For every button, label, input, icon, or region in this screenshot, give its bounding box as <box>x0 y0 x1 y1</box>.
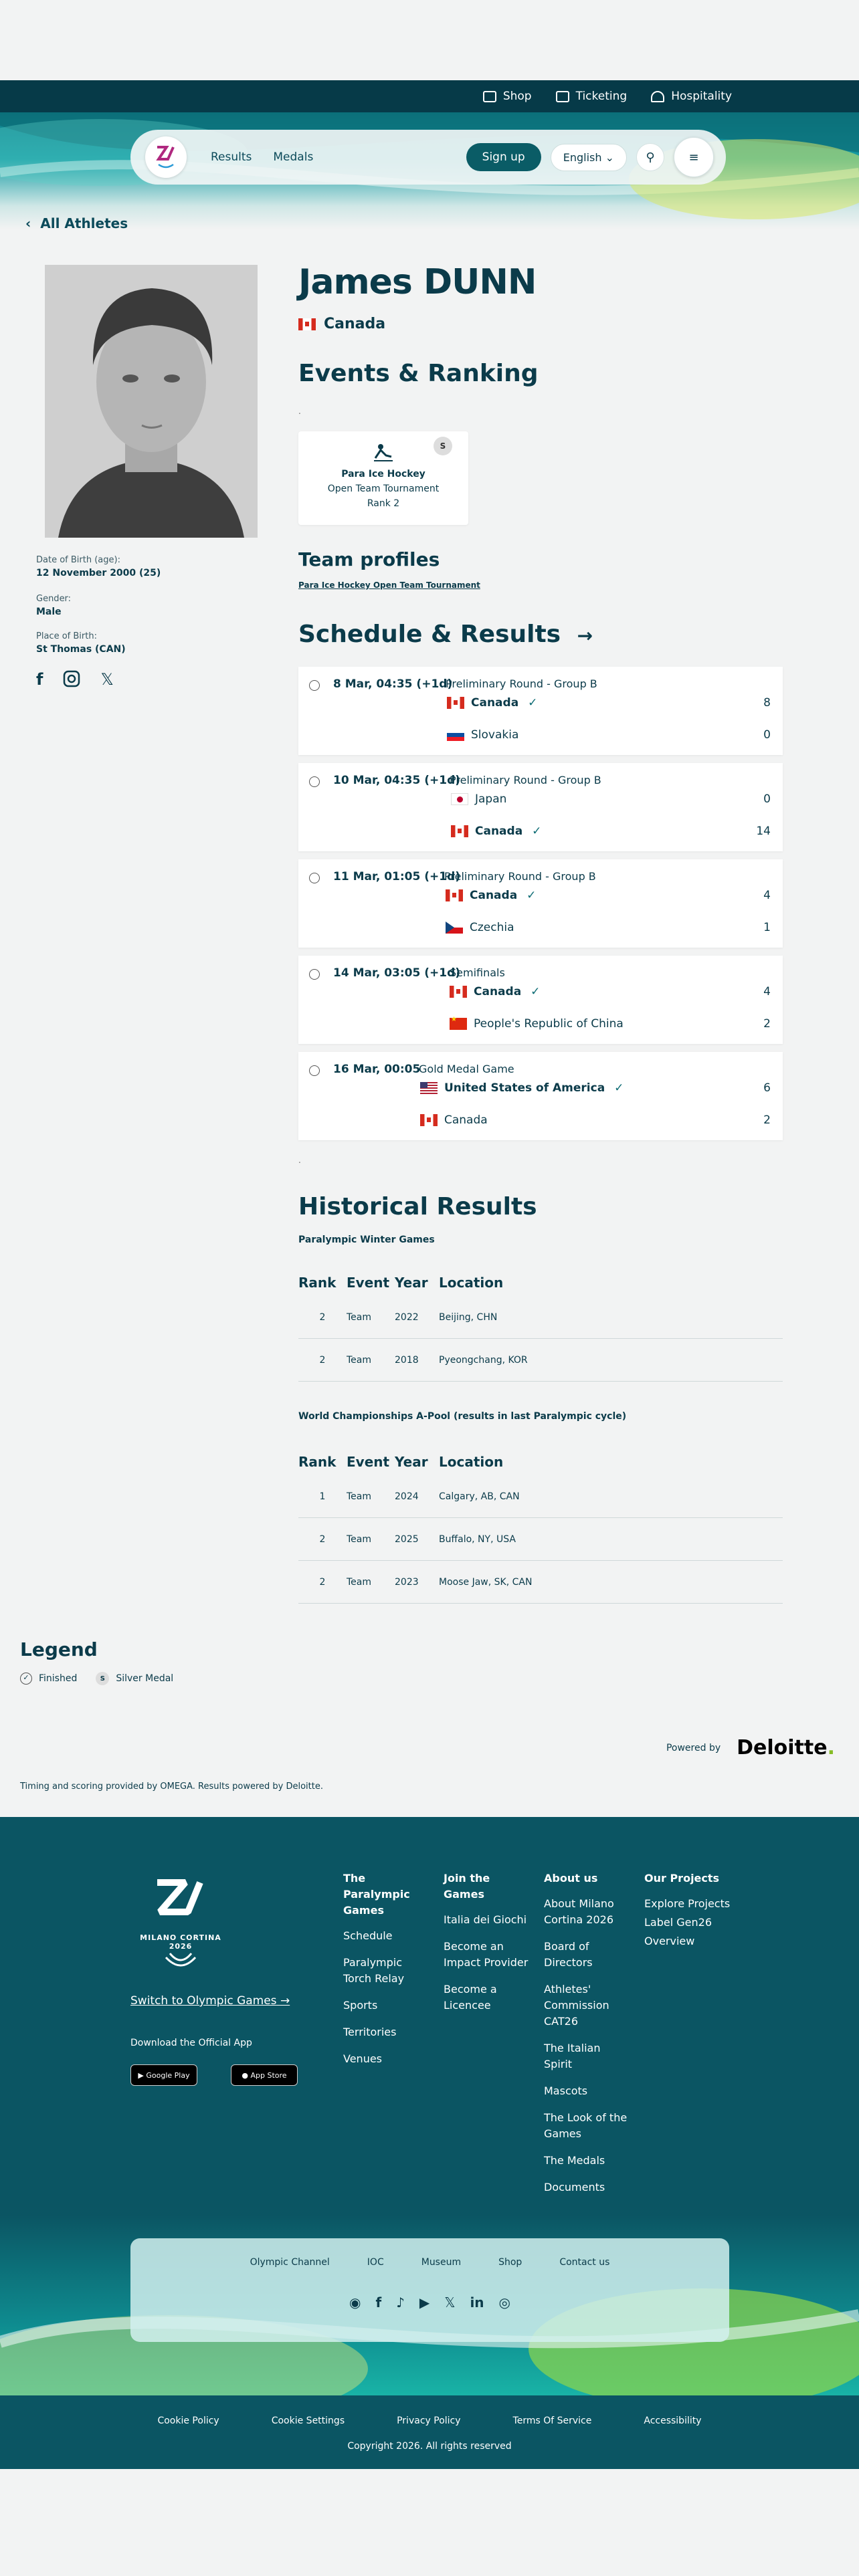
footer-link[interactable]: Olympic Channel <box>250 2257 330 2268</box>
copyright: Copyright 2026. All rights reserved <box>347 2441 512 2452</box>
search-button[interactable] <box>636 143 664 171</box>
canada-flag-icon <box>450 986 467 998</box>
match-round: Semifinals <box>450 966 505 979</box>
pob-value: St Thomas (CAN) <box>36 644 126 655</box>
tiktok-icon[interactable]: ♪ <box>396 2294 405 2311</box>
paralympic-games-title: Paralympic Winter Games <box>298 1235 435 1245</box>
top-utility-bar <box>0 80 859 112</box>
hospitality-icon <box>651 91 664 102</box>
finished-icon <box>309 873 320 883</box>
apple-icon: ● <box>242 2070 251 2080</box>
footer-link[interactable]: About Milano Cortina 2026 <box>544 1897 614 1926</box>
app-store-button[interactable]: ● App Store <box>231 2064 298 2086</box>
footer-link[interactable]: Mascots <box>544 2084 588 2097</box>
chevron-down-icon: ⌄ <box>605 150 614 164</box>
milano-cortina-logo[interactable] <box>145 136 187 178</box>
all-athletes-link[interactable]: ‹ All Athletes <box>25 215 128 231</box>
event-rank: Rank 2 <box>367 498 400 509</box>
footer-col-projects: Our Projects Explore Projects Label Gen26 Overview <box>644 1870 731 1952</box>
world-championships-title: World Championships A-Pool (results in last Paralympic cycle) <box>298 1411 627 1422</box>
match-team-2: Canada <box>420 1113 488 1127</box>
match-team-2: Slovakia <box>447 728 518 742</box>
footer-link[interactable]: The Medals <box>544 2154 605 2167</box>
hamburger-icon: ≡ <box>688 150 699 165</box>
arrow-right-icon: → <box>280 1994 290 2008</box>
athlete-social <box>36 670 114 691</box>
silver-medal-badge: S <box>434 437 452 455</box>
menu-button[interactable] <box>674 137 714 177</box>
chevron-left-icon: ‹ <box>25 215 31 231</box>
legal-link[interactable]: Terms Of Service <box>512 2416 592 2426</box>
pob-label: Place of Birth: <box>36 631 97 641</box>
deloitte-logo[interactable]: Deloitte. <box>737 1736 835 1759</box>
footer-link[interactable]: Venues <box>343 2052 383 2065</box>
main-nav <box>130 130 726 185</box>
download-app-label: Download the Official App <box>130 2038 252 2048</box>
athlete-country: Canada <box>298 316 385 332</box>
footer-col-about: About us About Milano Cortina 2026 Board of Directors Athletes' Commission CAT26 The Italian Spirit Mascots The Look of the Games The Medals Documents <box>544 1870 631 2206</box>
match-card[interactable] <box>298 763 783 851</box>
event-sport: Para Ice Hockey <box>341 469 425 479</box>
canada-flag-icon <box>446 889 463 901</box>
shop-icon <box>483 91 496 102</box>
finished-icon: ✓ <box>20 1673 32 1685</box>
switch-olympic-link[interactable]: Switch to Olympic Games → <box>130 1994 290 2008</box>
footer-link[interactable]: Sports <box>343 1999 378 2012</box>
schedule-heading[interactable]: Schedule & Results → <box>298 621 593 648</box>
historical-table-world <box>298 1448 783 1604</box>
czechia-flag-icon <box>446 922 463 934</box>
search-icon: ⚲ <box>646 150 655 165</box>
legend: ✓ Finished S Silver Medal <box>20 1672 173 1685</box>
match-card[interactable] <box>298 1052 783 1140</box>
event-card[interactable] <box>298 431 468 525</box>
footer-col-paralympic: The Paralympic Games Schedule Paralympic Torch Relay Sports Territories Venues <box>343 1870 430 2078</box>
dob-block <box>36 555 161 578</box>
winner-check-icon: ✓ <box>614 1081 624 1095</box>
match-score-2: 14 <box>756 825 771 838</box>
canada-flag-icon <box>420 1114 438 1126</box>
winner-check-icon: ✓ <box>531 985 541 998</box>
col-event: Event <box>347 1454 390 1470</box>
match-round: Preliminary Round - Group B <box>444 870 596 883</box>
dob-label: Date of Birth (age): <box>36 555 120 565</box>
team-profile-link[interactable]: Para Ice Hockey Open Team Tournament <box>298 580 480 590</box>
col-year: Year <box>395 1275 428 1291</box>
match-score-1: 4 <box>763 985 771 998</box>
match-round: Gold Medal Game <box>419 1063 514 1075</box>
finished-icon <box>309 776 320 787</box>
shop-link[interactable]: Shop <box>483 90 532 103</box>
match-team-1: Japan <box>451 792 506 806</box>
china-flag-icon <box>450 1018 467 1030</box>
event-name: Open Team Tournament <box>327 484 440 494</box>
match-date: 16 Mar, 00:05 <box>333 1063 421 1076</box>
legal-link[interactable]: Accessibility <box>644 2416 702 2426</box>
japan-flag-icon <box>451 793 468 805</box>
ticket-icon <box>556 91 569 102</box>
footer-link[interactable]: Territories <box>343 2026 397 2038</box>
historical-heading: Historical Results <box>298 1193 537 1220</box>
canada-flag-icon <box>298 318 316 330</box>
footer-link[interactable]: Shop <box>498 2257 522 2268</box>
match-date: 8 Mar, 04:35 (+1d) <box>333 677 453 691</box>
x-icon[interactable]: 𝕏 <box>100 670 114 689</box>
footer-link[interactable]: The Italian Spirit <box>544 2042 601 2070</box>
finished-icon <box>309 680 320 691</box>
language-select[interactable]: English ⌄ <box>551 144 627 171</box>
instagram-icon[interactable]: ◎ <box>498 2294 510 2311</box>
match-score-2: 2 <box>763 1017 771 1031</box>
youtube-icon[interactable]: ▶ <box>419 2294 430 2311</box>
match-round: Preliminary Round - Group B <box>446 677 597 690</box>
pob-block <box>36 631 126 655</box>
match-score-1: 8 <box>763 696 771 710</box>
facebook-icon[interactable]: f <box>375 2294 382 2311</box>
legal-link[interactable]: Cookie Policy <box>157 2416 219 2426</box>
table-row: 2 Team 2018 Pyeongchang, KOR <box>298 1339 783 1382</box>
match-team-2: Canada ✓ <box>451 825 541 838</box>
col-rank: Rank <box>298 1454 337 1470</box>
instagram-icon[interactable] <box>63 670 80 691</box>
match-card[interactable] <box>298 667 783 755</box>
footer-legal <box>0 2395 859 2469</box>
match-date: 10 Mar, 04:35 (+1d) <box>333 774 461 787</box>
footer-link[interactable]: IOC <box>367 2257 384 2268</box>
hospitality-link[interactable]: Hospitality <box>651 90 732 103</box>
footer-link[interactable]: Contact us <box>559 2257 610 2268</box>
silver-medal-badge: S <box>96 1672 109 1685</box>
dob-value: 12 November 2000 (25) <box>36 568 161 578</box>
winner-check-icon: ✓ <box>528 696 538 710</box>
table-row: 2 Team 2022 Beijing, CHN <box>298 1296 783 1339</box>
match-score-1: 0 <box>763 792 771 806</box>
canada-flag-icon <box>451 825 468 837</box>
ticketing-link[interactable]: Ticketing <box>556 90 628 103</box>
gender-label: Gender: <box>36 594 72 604</box>
athlete-photo <box>45 265 258 538</box>
match-score-2: 2 <box>763 1113 771 1127</box>
historical-table-paralympic <box>298 1269 783 1382</box>
match-team-1: United States of America ✓ <box>420 1081 624 1095</box>
col-event: Event <box>347 1275 390 1291</box>
finished-icon <box>309 969 320 980</box>
match-date: 11 Mar, 01:05 (+1d) <box>333 870 461 883</box>
events-heading: Events & Ranking <box>298 360 539 387</box>
footer-link[interactable]: Museum <box>421 2257 462 2268</box>
nav-results[interactable]: Results <box>211 150 252 164</box>
match-score-2: 0 <box>763 728 771 742</box>
match-round: Preliminary Round - Group B <box>450 774 601 786</box>
footer-link[interactable]: Athletes' Commission CAT26 <box>544 1983 609 2028</box>
footer-link[interactable]: Label Gen26 <box>644 1916 712 1929</box>
col-year: Year <box>395 1454 428 1470</box>
match-team-1: Canada ✓ <box>450 985 540 998</box>
facebook-icon[interactable]: f <box>36 670 43 689</box>
footer-col-join: Join the Games Italia dei Giochi Become an Impact Provider Become a Licencee <box>444 1870 531 2024</box>
match-date: 14 Mar, 03:05 (+1d) <box>333 966 461 980</box>
match-team-2: ★ People's Republic of China <box>450 1017 624 1031</box>
table-row: 2 Team 2023 Moose Jaw, SK, CAN <box>298 1561 783 1604</box>
footer-link[interactable]: The Look of the Games <box>544 2111 628 2140</box>
footer-link[interactable]: Board of Directors <box>544 1940 593 1969</box>
footer-link[interactable]: Italia dei Giochi <box>444 1913 527 1926</box>
match-card[interactable] <box>298 859 783 948</box>
table-row: 1 Team 2024 Calgary, AB, CAN <box>298 1475 783 1518</box>
footer-link[interactable]: Become a Licencee <box>444 1983 497 2012</box>
footer-link[interactable]: Documents <box>544 2181 605 2193</box>
footer-logo[interactable]: MILANO CORTINA 2026 <box>130 1877 231 1973</box>
match-team-2: Czechia <box>446 921 514 934</box>
match-team-1: Canada ✓ <box>446 889 536 902</box>
footer-link[interactable]: Explore Projects <box>644 1897 731 1910</box>
match-score-1: 6 <box>763 1081 771 1095</box>
signup-button[interactable]: Sign up <box>466 143 541 171</box>
google-play-button[interactable]: ▶ Google Play <box>130 2064 197 2086</box>
nav-medals[interactable]: Medals <box>273 150 314 164</box>
athlete-name: James DUNN <box>298 262 537 302</box>
team-profiles-heading: Team profiles <box>298 548 440 570</box>
linkedin-icon[interactable]: in <box>470 2294 484 2311</box>
footer-links-box <box>130 2238 729 2342</box>
col-location: Location <box>439 1454 504 1470</box>
legal-link[interactable]: Cookie Settings <box>271 2416 345 2426</box>
spotify-icon[interactable]: ◉ <box>349 2294 361 2311</box>
match-score-1: 4 <box>763 889 771 902</box>
winner-check-icon: ✓ <box>527 889 537 902</box>
footer-link[interactable]: Schedule <box>343 1929 393 1942</box>
col-rank: Rank <box>298 1275 337 1291</box>
gender-value: Male <box>36 607 62 617</box>
powered-by: Powered by Deloitte. <box>666 1736 835 1759</box>
footer-link[interactable]: Become an Impact Provider <box>444 1940 529 1969</box>
arrow-right-icon: → <box>577 625 593 647</box>
timing-credit: Timing and scoring provided by OMEGA. Results powered by Deloitte. <box>20 1782 323 1792</box>
table-row: 2 Team 2025 Buffalo, NY, USA <box>298 1518 783 1561</box>
x-icon[interactable]: 𝕏 <box>444 2294 456 2311</box>
canada-flag-icon <box>447 697 464 709</box>
match-team-1: Canada ✓ <box>447 696 537 710</box>
match-score-2: 1 <box>763 921 771 934</box>
winner-check-icon: ✓ <box>532 825 542 838</box>
finished-icon <box>309 1065 320 1076</box>
footer <box>0 1817 859 2469</box>
legend-heading: Legend <box>20 1638 98 1660</box>
gender-block <box>36 594 71 617</box>
slovakia-flag-icon <box>447 729 464 741</box>
footer-link[interactable]: Overview <box>644 1935 695 1947</box>
col-location: Location <box>439 1275 504 1291</box>
footer-link[interactable]: Paralympic Torch Relay <box>343 1956 405 1985</box>
usa-flag-icon <box>420 1082 438 1094</box>
play-icon: ▶ <box>138 2070 147 2080</box>
legal-link[interactable]: Privacy Policy <box>397 2416 461 2426</box>
match-card[interactable] <box>298 956 783 1044</box>
